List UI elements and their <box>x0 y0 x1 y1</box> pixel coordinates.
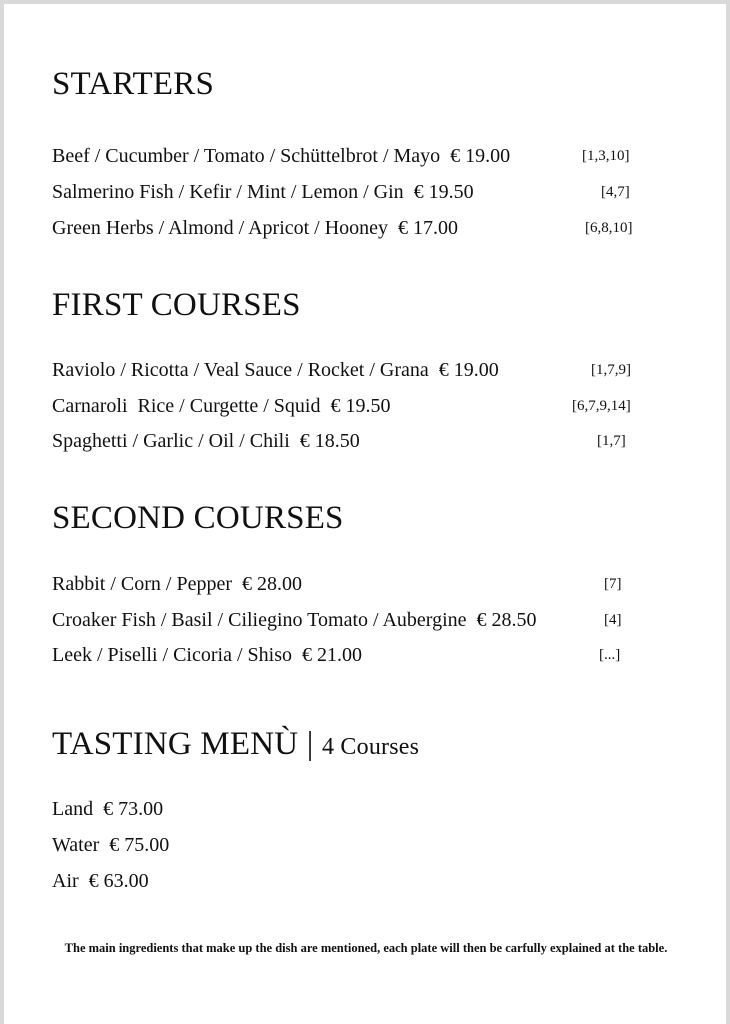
tasting-menu-subtitle: 4 Courses <box>322 734 420 760</box>
menu-item <box>52 181 642 205</box>
section-title-tasting-menu <box>52 726 419 763</box>
footnote: The main ingredients that make up the dish are mentioned, each plate will then be carfully explained at the table. <box>64 941 668 955</box>
dish-description: Raviolo / Ricotta / Veal Sauce / Rocket / Grana € 19.00 <box>52 359 499 381</box>
menu-page <box>4 4 726 1024</box>
dish-description: Rabbit / Corn / Pepper € 28.00 <box>52 573 302 595</box>
allergen-codes: [...] <box>599 647 621 663</box>
menu-item <box>52 644 642 668</box>
menu-item <box>52 359 642 383</box>
allergen-codes: [6,7,9,14] <box>572 398 631 414</box>
allergen-codes: [4] <box>604 612 622 628</box>
section-title-starters: STARTERS <box>52 66 215 102</box>
menu-item <box>52 145 642 169</box>
allergen-codes: [1,7] <box>597 433 626 449</box>
menu-item <box>52 217 642 241</box>
dish-description: Salmerino Fish / Kefir / Mint / Lemon / Gin € 19.50 <box>52 181 474 203</box>
dish-description: Carnaroli Rice / Curgette / Squid € 19.50 <box>52 395 391 417</box>
dish-description: Land € 73.00 <box>52 798 164 820</box>
dish-description: Water € 75.00 <box>52 834 170 856</box>
section-title-second-courses: SECOND COURSES <box>52 500 344 536</box>
allergen-codes: [1,7,9] <box>591 362 631 378</box>
tasting-menu-title: TASTING MENÙ | <box>52 726 323 762</box>
dish-description: Croaker Fish / Basil / Ciliegino Tomato / Aubergine € 28.50 <box>52 609 537 631</box>
menu-item <box>52 870 642 894</box>
dish-description: Green Herbs / Almond / Apricot / Hooney € 17.00 <box>52 217 459 239</box>
dish-description: Beef / Cucumber / Tomato / Schüttelbrot / Mayo € 19.00 <box>52 145 511 167</box>
menu-item <box>52 609 642 633</box>
allergen-codes: [1,3,10] <box>582 148 630 164</box>
section-title-first-courses: FIRST COURSES <box>52 287 301 323</box>
menu-item <box>52 573 642 597</box>
menu-item <box>52 430 642 454</box>
menu-item <box>52 834 642 858</box>
allergen-codes: [4,7] <box>601 184 630 200</box>
dish-description: Spaghetti / Garlic / Oil / Chili € 18.50 <box>52 430 360 452</box>
menu-item <box>52 395 642 419</box>
dish-description: Leek / Piselli / Cicoria / Shiso € 21.00 <box>52 644 362 666</box>
allergen-codes: [7] <box>604 576 622 592</box>
menu-item <box>52 798 642 822</box>
dish-description: Air € 63.00 <box>52 870 149 892</box>
allergen-codes: [6,8,10] <box>585 220 633 236</box>
